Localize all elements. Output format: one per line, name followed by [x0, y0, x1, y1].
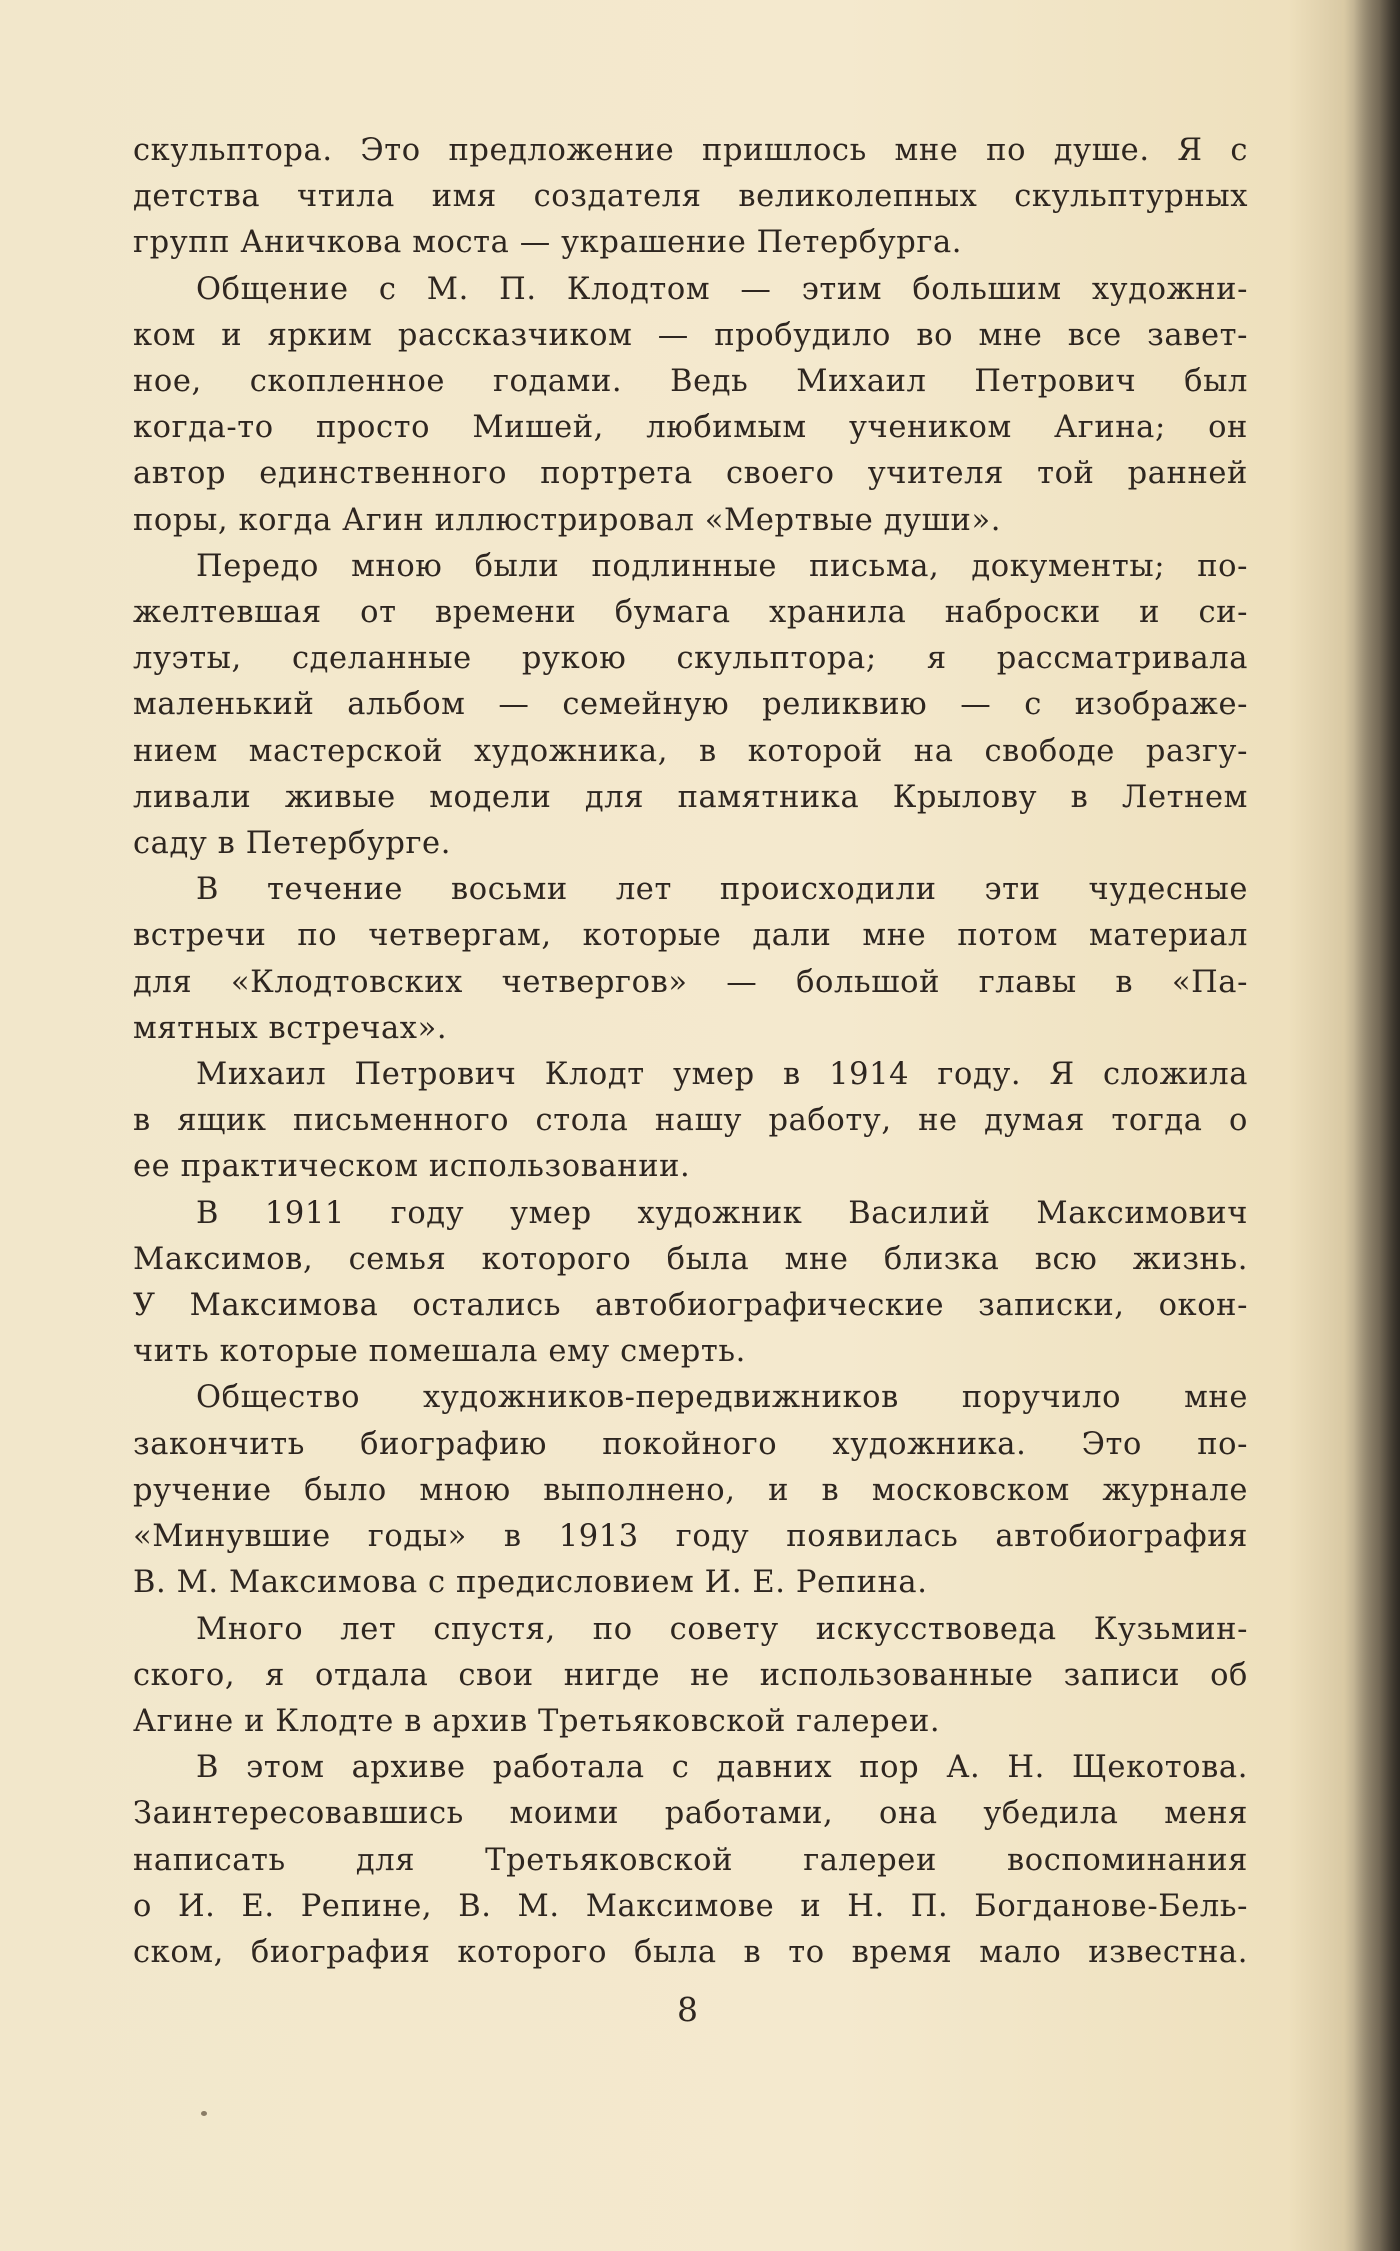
text-line: автор единственного портрета своего учителя той ранней	[133, 456, 1248, 492]
text-line: В этом архиве работала с давних пор А. Н. Щекотова.	[196, 1750, 1248, 1786]
text-line: Общество художников-передвижников поручило мне	[196, 1380, 1248, 1416]
text-line: о И. Е. Репине, В. М. Максимове и Н. П. Богданове-Бель-	[133, 1888, 1248, 1924]
text-line: саду в Петербурге.	[133, 826, 452, 862]
text-line: В 1911 году умер художник Василий Максимович	[196, 1195, 1248, 1231]
text-line: Максимов, семья которого была мне близка всю жизнь.	[133, 1241, 1248, 1277]
text-line: Много лет спустя, по совету искусствоведа Кузьмин-	[196, 1611, 1248, 1647]
text-line: У Максимова остались автобиографические записки, окон-	[133, 1288, 1248, 1324]
text-line: Михаил Петрович Клодт умер в 1914 году. Я сложила	[196, 1057, 1248, 1093]
text-line: скульптора. Это предложение пришлось мне по душе. Я с	[133, 133, 1248, 168]
text-line: В. М. Максимова с предисловием И. Е. Репина.	[133, 1565, 928, 1601]
text-line: в ящик письменного стола нашу работу, не думая тогда о	[133, 1103, 1248, 1139]
body-text	[133, 128, 1248, 1976]
text-line: луэты, сделанные рукою скульптора; я рассматривала	[133, 641, 1248, 677]
paragraph	[133, 267, 1248, 544]
text-line: чить которые помешала ему смерть.	[133, 1334, 746, 1370]
text-line: «Минувшие годы» в 1913 году появилась автобиография	[133, 1519, 1248, 1555]
book-spine-shadow	[1354, 0, 1400, 2251]
text-line: Агине и Клодте в архив Третьяковской галереи.	[133, 1703, 941, 1739]
text-line: нием мастерской художника, в которой на свободе разгу-	[133, 733, 1248, 769]
text-line: Передо мною были подлинные письма, документы; по-	[196, 548, 1248, 584]
text-line: детства чтила имя создателя великолепных скульптурных	[133, 179, 1248, 215]
text-line: для «Клодтовских четвергов» — большой главы в «Па-	[133, 964, 1248, 1000]
paragraph	[133, 1191, 1248, 1376]
text-line: ливали живые модели для памятника Крылову в Летнем	[133, 779, 1248, 815]
text-line: ее практическом использовании.	[133, 1149, 691, 1185]
text-line: групп Аничкова моста — украшение Петербурга.	[133, 225, 963, 261]
text-line: желтевшая от времени бумага хранила наброски и си-	[133, 595, 1248, 631]
paper-speck	[201, 2111, 207, 2116]
paragraph	[133, 1607, 1248, 1746]
text-line: ное, скопленное годами. Ведь Михаил Петрович был	[133, 364, 1248, 400]
text-line: мятных встречах».	[133, 1010, 448, 1046]
text-line: Заинтересовавшись моими работами, она убедила меня	[133, 1796, 1248, 1832]
paragraph	[133, 544, 1248, 867]
text-line: закончить биографию покойного художника. Это по-	[133, 1426, 1248, 1462]
text-line: ском, биография которого была в то время мало известна.	[133, 1934, 1248, 1970]
text-line: поры, когда Агин иллюстрировал «Мертвые души».	[133, 502, 1002, 538]
paragraph	[133, 1375, 1248, 1606]
paragraph	[133, 128, 1248, 267]
text-line: написать для Третьяковской галереи воспоминания	[133, 1842, 1248, 1878]
text-line: Общение с М. П. Клодтом — этим большим художни-	[196, 271, 1248, 307]
text-line: В течение восьми лет происходили эти чудесные	[196, 872, 1248, 908]
text-line: ком и ярким рассказчиком — пробудило во мне все завет-	[133, 317, 1248, 353]
paragraph	[133, 867, 1248, 1052]
text-line: ского, я отдала свои нигде не использованные записи об	[133, 1657, 1248, 1693]
text-line: маленький альбом — семейную реликвию — с изображе-	[133, 687, 1248, 723]
text-line: встречи по четвергам, которые дали мне потом материал	[133, 918, 1248, 954]
text-line: когда-то просто Мишей, любимым учеником Агина; он	[133, 410, 1248, 446]
paragraph	[133, 1745, 1248, 1976]
page-number: 8	[677, 1990, 698, 2029]
paragraph	[133, 1052, 1248, 1191]
text-line: ручение было мною выполнено, и в московском журнале	[133, 1472, 1248, 1508]
